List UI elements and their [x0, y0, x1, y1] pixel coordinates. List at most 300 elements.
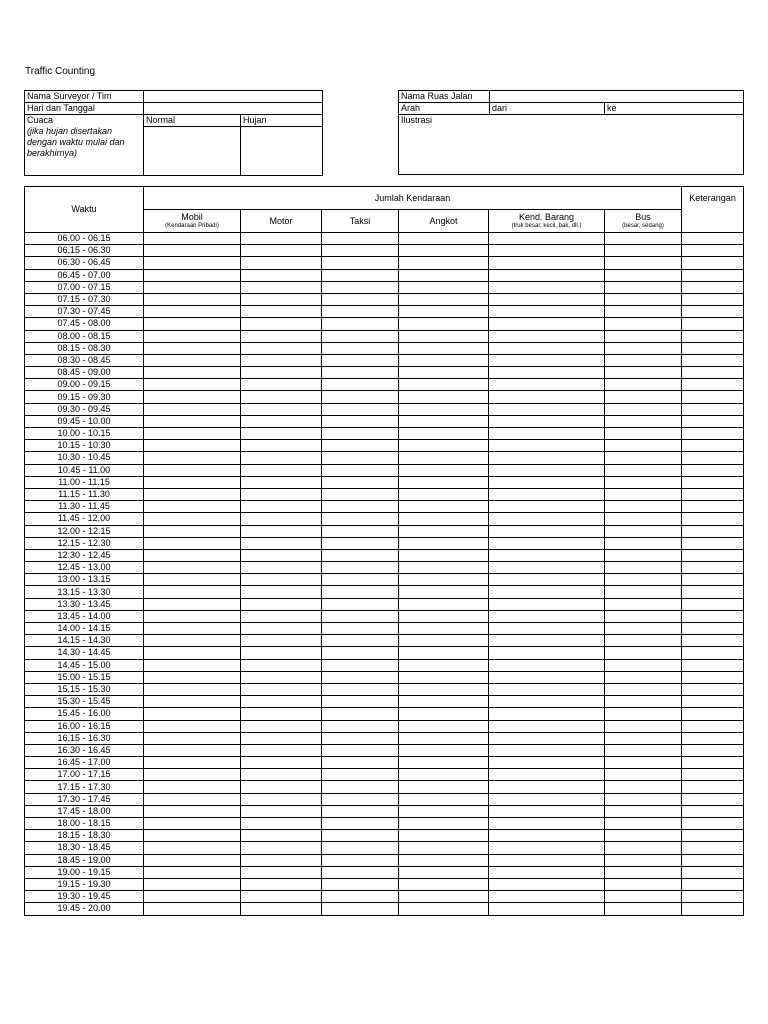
count-cell[interactable]: [144, 367, 241, 379]
count-cell[interactable]: [241, 452, 322, 464]
count-cell[interactable]: [682, 269, 744, 281]
count-cell[interactable]: [144, 549, 241, 561]
count-cell[interactable]: [144, 586, 241, 598]
count-cell[interactable]: [322, 769, 399, 781]
count-cell[interactable]: [399, 866, 489, 878]
count-cell[interactable]: [144, 488, 241, 500]
count-cell[interactable]: [682, 610, 744, 622]
count-cell[interactable]: [605, 671, 682, 683]
count-cell[interactable]: [605, 866, 682, 878]
count-cell[interactable]: [605, 257, 682, 269]
count-cell[interactable]: [682, 464, 744, 476]
count-cell[interactable]: [144, 415, 241, 427]
normal-field[interactable]: [144, 127, 241, 176]
count-cell[interactable]: [399, 318, 489, 330]
count-cell[interactable]: [399, 683, 489, 695]
count-cell[interactable]: [682, 891, 744, 903]
count-cell[interactable]: [489, 562, 605, 574]
count-cell[interactable]: [605, 464, 682, 476]
count-cell[interactable]: [682, 318, 744, 330]
count-cell[interactable]: [682, 452, 744, 464]
count-cell[interactable]: [322, 415, 399, 427]
count-cell[interactable]: [489, 245, 605, 257]
count-cell[interactable]: [322, 720, 399, 732]
count-cell[interactable]: [322, 367, 399, 379]
count-cell[interactable]: [399, 562, 489, 574]
count-cell[interactable]: [399, 342, 489, 354]
count-cell[interactable]: [605, 379, 682, 391]
count-cell[interactable]: [682, 549, 744, 561]
count-cell[interactable]: [241, 659, 322, 671]
count-cell[interactable]: [605, 659, 682, 671]
count-cell[interactable]: [605, 269, 682, 281]
count-cell[interactable]: [144, 769, 241, 781]
count-cell[interactable]: [605, 683, 682, 695]
count-cell[interactable]: [322, 501, 399, 513]
count-cell[interactable]: [682, 623, 744, 635]
count-cell[interactable]: [605, 488, 682, 500]
count-cell[interactable]: [322, 525, 399, 537]
count-cell[interactable]: [489, 367, 605, 379]
count-cell[interactable]: [144, 842, 241, 854]
count-cell[interactable]: [682, 367, 744, 379]
count-cell[interactable]: [144, 428, 241, 440]
count-cell[interactable]: [241, 440, 322, 452]
count-cell[interactable]: [399, 781, 489, 793]
count-cell[interactable]: [322, 342, 399, 354]
count-cell[interactable]: [605, 647, 682, 659]
count-cell[interactable]: [144, 342, 241, 354]
count-cell[interactable]: [682, 793, 744, 805]
count-cell[interactable]: [605, 428, 682, 440]
count-cell[interactable]: [489, 440, 605, 452]
count-cell[interactable]: [322, 598, 399, 610]
count-cell[interactable]: [682, 866, 744, 878]
count-cell[interactable]: [682, 805, 744, 817]
count-cell[interactable]: [144, 647, 241, 659]
count-cell[interactable]: [605, 720, 682, 732]
count-cell[interactable]: [144, 464, 241, 476]
count-cell[interactable]: [241, 403, 322, 415]
count-cell[interactable]: [605, 245, 682, 257]
count-cell[interactable]: [489, 818, 605, 830]
count-cell[interactable]: [605, 537, 682, 549]
count-cell[interactable]: [605, 586, 682, 598]
count-cell[interactable]: [144, 744, 241, 756]
count-cell[interactable]: [682, 744, 744, 756]
count-cell[interactable]: [241, 525, 322, 537]
count-cell[interactable]: [322, 635, 399, 647]
count-cell[interactable]: [682, 415, 744, 427]
count-cell[interactable]: [489, 744, 605, 756]
count-cell[interactable]: [605, 391, 682, 403]
count-cell[interactable]: [399, 586, 489, 598]
count-cell[interactable]: [322, 842, 399, 854]
count-cell[interactable]: [144, 818, 241, 830]
count-cell[interactable]: [241, 379, 322, 391]
count-cell[interactable]: [605, 781, 682, 793]
count-cell[interactable]: [489, 513, 605, 525]
count-cell[interactable]: [682, 354, 744, 366]
count-cell[interactable]: [241, 293, 322, 305]
count-cell[interactable]: [399, 537, 489, 549]
count-cell[interactable]: [489, 671, 605, 683]
count-cell[interactable]: [489, 623, 605, 635]
count-cell[interactable]: [682, 720, 744, 732]
count-cell[interactable]: [489, 842, 605, 854]
count-cell[interactable]: [682, 818, 744, 830]
count-cell[interactable]: [682, 330, 744, 342]
count-cell[interactable]: [605, 574, 682, 586]
count-cell[interactable]: [322, 330, 399, 342]
count-cell[interactable]: [399, 306, 489, 318]
count-cell[interactable]: [682, 830, 744, 842]
count-cell[interactable]: [322, 854, 399, 866]
count-cell[interactable]: [241, 878, 322, 890]
count-cell[interactable]: [144, 574, 241, 586]
count-cell[interactable]: [144, 440, 241, 452]
count-cell[interactable]: [605, 610, 682, 622]
count-cell[interactable]: [241, 245, 322, 257]
count-cell[interactable]: [322, 610, 399, 622]
count-cell[interactable]: [399, 574, 489, 586]
count-cell[interactable]: [241, 318, 322, 330]
count-cell[interactable]: [144, 757, 241, 769]
count-cell[interactable]: [322, 647, 399, 659]
count-cell[interactable]: [322, 574, 399, 586]
to-label[interactable]: ke: [605, 103, 744, 115]
count-cell[interactable]: [241, 306, 322, 318]
count-cell[interactable]: [241, 866, 322, 878]
count-cell[interactable]: [489, 683, 605, 695]
count-cell[interactable]: [322, 623, 399, 635]
count-cell[interactable]: [682, 683, 744, 695]
count-cell[interactable]: [489, 757, 605, 769]
count-cell[interactable]: [144, 562, 241, 574]
count-cell[interactable]: [144, 269, 241, 281]
count-cell[interactable]: [144, 830, 241, 842]
count-cell[interactable]: [322, 781, 399, 793]
count-cell[interactable]: [241, 562, 322, 574]
count-cell[interactable]: [605, 598, 682, 610]
count-cell[interactable]: [241, 281, 322, 293]
count-cell[interactable]: [489, 501, 605, 513]
count-cell[interactable]: [322, 281, 399, 293]
count-cell[interactable]: [399, 245, 489, 257]
count-cell[interactable]: [241, 744, 322, 756]
count-cell[interactable]: [399, 659, 489, 671]
count-cell[interactable]: [605, 513, 682, 525]
count-cell[interactable]: [605, 403, 682, 415]
count-cell[interactable]: [489, 293, 605, 305]
count-cell[interactable]: [682, 781, 744, 793]
count-cell[interactable]: [322, 708, 399, 720]
count-cell[interactable]: [144, 598, 241, 610]
count-cell[interactable]: [489, 415, 605, 427]
count-cell[interactable]: [605, 342, 682, 354]
count-cell[interactable]: [399, 708, 489, 720]
count-cell[interactable]: [144, 671, 241, 683]
count-cell[interactable]: [399, 647, 489, 659]
count-cell[interactable]: [489, 428, 605, 440]
count-cell[interactable]: [682, 391, 744, 403]
count-cell[interactable]: [489, 354, 605, 366]
count-cell[interactable]: [399, 233, 489, 245]
count-cell[interactable]: [489, 403, 605, 415]
count-cell[interactable]: [241, 537, 322, 549]
count-cell[interactable]: [144, 635, 241, 647]
count-cell[interactable]: [489, 830, 605, 842]
count-cell[interactable]: [682, 245, 744, 257]
count-cell[interactable]: [682, 598, 744, 610]
count-cell[interactable]: [241, 415, 322, 427]
count-cell[interactable]: [144, 233, 241, 245]
count-cell[interactable]: [605, 549, 682, 561]
count-cell[interactable]: [605, 769, 682, 781]
count-cell[interactable]: [241, 842, 322, 854]
count-cell[interactable]: [322, 464, 399, 476]
count-cell[interactable]: [682, 233, 744, 245]
count-cell[interactable]: [399, 257, 489, 269]
count-cell[interactable]: [399, 269, 489, 281]
count-cell[interactable]: [489, 342, 605, 354]
count-cell[interactable]: [241, 501, 322, 513]
count-cell[interactable]: [489, 330, 605, 342]
count-cell[interactable]: [241, 891, 322, 903]
count-cell[interactable]: [241, 854, 322, 866]
count-cell[interactable]: [605, 452, 682, 464]
count-cell[interactable]: [399, 440, 489, 452]
count-cell[interactable]: [605, 891, 682, 903]
count-cell[interactable]: [489, 549, 605, 561]
count-cell[interactable]: [241, 488, 322, 500]
illustration-area[interactable]: [399, 115, 744, 175]
count-cell[interactable]: [144, 476, 241, 488]
count-cell[interactable]: [682, 562, 744, 574]
count-cell[interactable]: [605, 878, 682, 890]
count-cell[interactable]: [241, 830, 322, 842]
count-cell[interactable]: [399, 903, 489, 915]
count-cell[interactable]: [682, 537, 744, 549]
count-cell[interactable]: [682, 635, 744, 647]
count-cell[interactable]: [682, 647, 744, 659]
count-cell[interactable]: [322, 379, 399, 391]
count-cell[interactable]: [144, 610, 241, 622]
count-cell[interactable]: [322, 245, 399, 257]
count-cell[interactable]: [144, 732, 241, 744]
count-cell[interactable]: [241, 708, 322, 720]
count-cell[interactable]: [322, 732, 399, 744]
count-cell[interactable]: [322, 488, 399, 500]
count-cell[interactable]: [399, 488, 489, 500]
count-cell[interactable]: [682, 842, 744, 854]
count-cell[interactable]: [489, 525, 605, 537]
count-cell[interactable]: [322, 306, 399, 318]
count-cell[interactable]: [682, 488, 744, 500]
count-cell[interactable]: [144, 403, 241, 415]
count-cell[interactable]: [489, 903, 605, 915]
count-cell[interactable]: [605, 696, 682, 708]
count-cell[interactable]: [322, 805, 399, 817]
count-cell[interactable]: [241, 683, 322, 695]
count-cell[interactable]: [241, 720, 322, 732]
count-cell[interactable]: [399, 818, 489, 830]
count-cell[interactable]: [489, 233, 605, 245]
count-cell[interactable]: [241, 598, 322, 610]
count-cell[interactable]: [144, 306, 241, 318]
count-cell[interactable]: [399, 635, 489, 647]
count-cell[interactable]: [399, 525, 489, 537]
count-cell[interactable]: [489, 257, 605, 269]
count-cell[interactable]: [489, 696, 605, 708]
count-cell[interactable]: [399, 415, 489, 427]
count-cell[interactable]: [241, 391, 322, 403]
count-cell[interactable]: [682, 257, 744, 269]
count-cell[interactable]: [144, 452, 241, 464]
count-cell[interactable]: [399, 720, 489, 732]
count-cell[interactable]: [144, 513, 241, 525]
count-cell[interactable]: [322, 549, 399, 561]
count-cell[interactable]: [605, 842, 682, 854]
count-cell[interactable]: [322, 830, 399, 842]
count-cell[interactable]: [605, 367, 682, 379]
count-cell[interactable]: [144, 720, 241, 732]
count-cell[interactable]: [322, 818, 399, 830]
count-cell[interactable]: [682, 403, 744, 415]
count-cell[interactable]: [322, 586, 399, 598]
count-cell[interactable]: [399, 598, 489, 610]
count-cell[interactable]: [489, 391, 605, 403]
count-cell[interactable]: [682, 586, 744, 598]
count-cell[interactable]: [322, 476, 399, 488]
count-cell[interactable]: [682, 306, 744, 318]
count-cell[interactable]: [241, 610, 322, 622]
count-cell[interactable]: [322, 878, 399, 890]
count-cell[interactable]: [241, 342, 322, 354]
count-cell[interactable]: [489, 537, 605, 549]
count-cell[interactable]: [489, 610, 605, 622]
count-cell[interactable]: [489, 574, 605, 586]
count-cell[interactable]: [682, 708, 744, 720]
count-cell[interactable]: [489, 318, 605, 330]
count-cell[interactable]: [605, 854, 682, 866]
count-cell[interactable]: [605, 354, 682, 366]
count-cell[interactable]: [241, 586, 322, 598]
count-cell[interactable]: [489, 598, 605, 610]
count-cell[interactable]: [682, 501, 744, 513]
count-cell[interactable]: [489, 732, 605, 744]
count-cell[interactable]: [241, 732, 322, 744]
count-cell[interactable]: [241, 464, 322, 476]
count-cell[interactable]: [399, 379, 489, 391]
count-cell[interactable]: [682, 757, 744, 769]
count-cell[interactable]: [322, 793, 399, 805]
count-cell[interactable]: [241, 330, 322, 342]
count-cell[interactable]: [605, 415, 682, 427]
count-cell[interactable]: [399, 428, 489, 440]
count-cell[interactable]: [682, 440, 744, 452]
count-cell[interactable]: [489, 781, 605, 793]
count-cell[interactable]: [489, 269, 605, 281]
count-cell[interactable]: [241, 671, 322, 683]
count-cell[interactable]: [322, 257, 399, 269]
count-cell[interactable]: [144, 354, 241, 366]
count-cell[interactable]: [322, 696, 399, 708]
count-cell[interactable]: [144, 903, 241, 915]
count-cell[interactable]: [144, 891, 241, 903]
count-cell[interactable]: [489, 464, 605, 476]
count-cell[interactable]: [682, 513, 744, 525]
count-cell[interactable]: [144, 866, 241, 878]
count-cell[interactable]: [241, 696, 322, 708]
count-cell[interactable]: [682, 854, 744, 866]
count-cell[interactable]: [322, 659, 399, 671]
count-cell[interactable]: [399, 671, 489, 683]
count-cell[interactable]: [144, 501, 241, 513]
count-cell[interactable]: [605, 903, 682, 915]
count-cell[interactable]: [322, 428, 399, 440]
count-cell[interactable]: [682, 293, 744, 305]
count-cell[interactable]: [605, 330, 682, 342]
count-cell[interactable]: [322, 744, 399, 756]
count-cell[interactable]: [241, 623, 322, 635]
count-cell[interactable]: [682, 696, 744, 708]
count-cell[interactable]: [241, 903, 322, 915]
from-label[interactable]: dari: [490, 103, 605, 115]
count-cell[interactable]: [682, 671, 744, 683]
count-cell[interactable]: [322, 269, 399, 281]
count-cell[interactable]: [489, 720, 605, 732]
count-cell[interactable]: [399, 391, 489, 403]
count-cell[interactable]: [144, 878, 241, 890]
count-cell[interactable]: [399, 757, 489, 769]
rain-field[interactable]: [241, 127, 323, 176]
count-cell[interactable]: [489, 805, 605, 817]
count-cell[interactable]: [322, 866, 399, 878]
count-cell[interactable]: [399, 452, 489, 464]
count-cell[interactable]: [399, 476, 489, 488]
count-cell[interactable]: [605, 818, 682, 830]
count-cell[interactable]: [144, 525, 241, 537]
count-cell[interactable]: [144, 708, 241, 720]
count-cell[interactable]: [322, 683, 399, 695]
count-cell[interactable]: [489, 793, 605, 805]
count-cell[interactable]: [399, 501, 489, 513]
count-cell[interactable]: [144, 281, 241, 293]
count-cell[interactable]: [605, 562, 682, 574]
count-cell[interactable]: [241, 549, 322, 561]
count-cell[interactable]: [399, 464, 489, 476]
count-cell[interactable]: [489, 488, 605, 500]
count-cell[interactable]: [489, 476, 605, 488]
count-cell[interactable]: [241, 574, 322, 586]
count-cell[interactable]: [241, 269, 322, 281]
count-cell[interactable]: [605, 732, 682, 744]
count-cell[interactable]: [322, 403, 399, 415]
count-cell[interactable]: [399, 610, 489, 622]
count-cell[interactable]: [605, 293, 682, 305]
count-cell[interactable]: [605, 623, 682, 635]
count-cell[interactable]: [682, 525, 744, 537]
count-cell[interactable]: [322, 562, 399, 574]
count-cell[interactable]: [241, 635, 322, 647]
count-cell[interactable]: [682, 428, 744, 440]
count-cell[interactable]: [399, 793, 489, 805]
count-cell[interactable]: [682, 476, 744, 488]
count-cell[interactable]: [322, 757, 399, 769]
count-cell[interactable]: [489, 452, 605, 464]
count-cell[interactable]: [489, 769, 605, 781]
